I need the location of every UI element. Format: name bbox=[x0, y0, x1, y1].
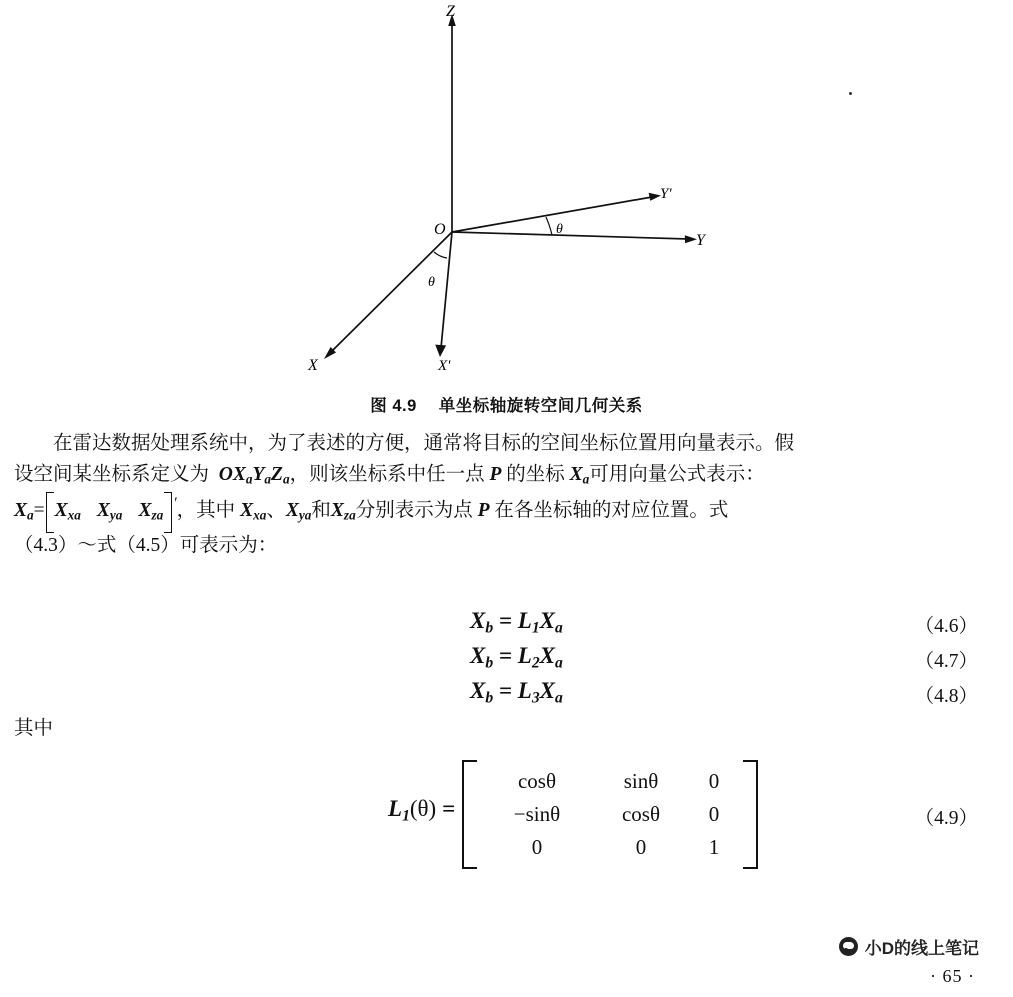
term-xya: X bbox=[285, 499, 299, 521]
eq48-equals: = bbox=[498, 678, 513, 703]
point-p-1: P bbox=[489, 464, 502, 485]
matrix-equation-4-9 bbox=[0, 760, 1013, 870]
eq46-matrix-sub: 1 bbox=[531, 619, 540, 637]
coord-system-ox: OX bbox=[218, 464, 246, 485]
paragraph-line-2 bbox=[14, 459, 999, 495]
eq48-vector: X bbox=[539, 678, 555, 703]
matrix-body bbox=[462, 760, 758, 869]
row-vector-item-1-sub: xa bbox=[67, 507, 81, 523]
eq46-lhs-sub: b bbox=[485, 619, 494, 637]
term-xxa: X bbox=[240, 499, 254, 521]
term-xya-sub: ya bbox=[298, 507, 312, 523]
paragraph-line-3-text-f: 在各坐标轴的对应位置。式 bbox=[494, 499, 729, 521]
footer-brand bbox=[839, 934, 979, 959]
coord-system-ox-sub: a bbox=[245, 471, 253, 487]
eq46-lhs: X bbox=[470, 608, 486, 633]
figure-caption-label: 图 4.9 bbox=[370, 397, 417, 415]
eq48-matrix-sub: 3 bbox=[531, 689, 540, 707]
term-xza: X bbox=[330, 499, 344, 521]
ink-speck bbox=[849, 92, 852, 95]
equation-group bbox=[0, 608, 1013, 713]
equation-row-4-6 bbox=[0, 608, 1013, 643]
eq47-lhs: X bbox=[470, 643, 486, 668]
equation-4-7-body bbox=[470, 643, 563, 672]
svg-text:Z: Z bbox=[446, 3, 455, 20]
matrix-lhs-arg: (θ) bbox=[409, 796, 437, 821]
matrix-cell-r3c2: 0 bbox=[635, 835, 647, 859]
svg-text:X: X bbox=[308, 357, 318, 374]
paragraph-line-4: （4.3）～式（4.5）可表示为： bbox=[14, 535, 278, 557]
matrix-cell-r1c2: sinθ bbox=[623, 769, 659, 793]
term-xxa-sub: xa bbox=[253, 507, 267, 523]
matrix-lhs-l: L bbox=[388, 796, 403, 821]
row-vector-transpose-prime: ′ bbox=[173, 494, 177, 512]
matrix-bracket-right bbox=[743, 760, 758, 869]
matrix-lhs-sub: 1 bbox=[402, 807, 410, 825]
equation-4-6-body bbox=[470, 608, 563, 637]
row-vector-lhs: X bbox=[14, 499, 28, 521]
term-xza-sub: za bbox=[343, 507, 356, 523]
paragraph-line-2-text-d: 可用向量公式表示： bbox=[589, 464, 765, 485]
equation-row-4-7 bbox=[0, 643, 1013, 678]
eq46-matrix: L bbox=[517, 608, 532, 633]
row-vector-item-3: X bbox=[138, 499, 152, 521]
svg-text:θ: θ bbox=[556, 222, 563, 237]
eq47-lhs-sub: b bbox=[485, 654, 494, 672]
equation-4-8-number: （4.8） bbox=[914, 686, 978, 707]
matrix-cell-r1c3: 0 bbox=[708, 769, 720, 793]
eq47-equals: = bbox=[498, 643, 513, 668]
matrix-bracket-left bbox=[462, 760, 477, 869]
matrix-grid bbox=[477, 760, 743, 869]
page-number: · 65 · bbox=[930, 966, 975, 986]
coord-system-z-sub: a bbox=[282, 471, 290, 487]
svg-text:O: O bbox=[434, 221, 446, 238]
figure-caption bbox=[0, 392, 1013, 416]
paragraph-line-3-text-c: 、 bbox=[266, 499, 286, 521]
equation-4-7-number: （4.7） bbox=[914, 651, 978, 672]
row-vector-item-2-sub: ya bbox=[109, 507, 123, 523]
paragraph-line-2-text-b: ，则该坐标系中任一点 bbox=[289, 464, 485, 485]
matrix-cell-r2c2: cosθ bbox=[621, 802, 661, 826]
svg-text:X': X' bbox=[438, 358, 451, 374]
coord-system-y: Y bbox=[252, 464, 265, 485]
row-vector-item-3-sub: za bbox=[151, 507, 164, 523]
figure-4-9 bbox=[0, 0, 1013, 390]
eq48-vector-sub: a bbox=[554, 689, 563, 707]
eq47-matrix: L bbox=[517, 643, 532, 668]
svg-text:θ: θ bbox=[428, 275, 435, 290]
paragraph-line-3 bbox=[14, 495, 999, 531]
matrix-cell-r1c1: cosθ bbox=[517, 769, 557, 793]
eq46-vector-sub: a bbox=[554, 619, 563, 637]
brand-logo-icon bbox=[839, 937, 858, 956]
coord-system-z: Z bbox=[271, 464, 283, 485]
paragraph-line-1 bbox=[14, 428, 999, 459]
row-vector-lhs-sub: a bbox=[27, 507, 34, 523]
svg-text:Y: Y bbox=[696, 232, 705, 249]
matrix-cell-r2c1: −sinθ bbox=[513, 802, 561, 826]
row-vector-equals: = bbox=[33, 499, 45, 521]
paragraph-line-3-text-d: 和 bbox=[311, 499, 331, 521]
matrix-equals: = bbox=[441, 796, 456, 821]
point-p-2: P bbox=[477, 499, 490, 521]
coord-system-y-sub: a bbox=[264, 471, 272, 487]
matrix-cell-r3c3: 1 bbox=[708, 835, 720, 859]
where-label: 其中 bbox=[14, 718, 54, 739]
eq47-vector: X bbox=[539, 643, 555, 668]
paragraph-line-3-text-e: 分别表示为点 bbox=[355, 499, 473, 521]
paragraph-line-2-text-a: 设空间某坐标系定义为 bbox=[14, 464, 210, 485]
paragraph-line-3-text-b: ，其中 bbox=[176, 499, 236, 521]
paragraph-line-2-text-c: 的坐标 bbox=[506, 464, 565, 485]
matrix-lhs bbox=[388, 796, 455, 825]
equation-4-9-number: （4.9） bbox=[914, 808, 978, 829]
svg-text:Y': Y' bbox=[660, 186, 672, 202]
row-vector-bracket bbox=[46, 495, 173, 531]
eq48-lhs-sub: b bbox=[485, 689, 494, 707]
body-paragraph bbox=[14, 428, 999, 561]
vector-xa: X bbox=[569, 464, 583, 485]
matrix-cell-r3c1: 0 bbox=[531, 835, 543, 859]
paragraph-line-1-text: 在雷达数据处理系统中，为了表述的方便，通常将目标的空间坐标位置用向量表示。假 bbox=[53, 433, 795, 454]
eq46-equals: = bbox=[498, 608, 513, 633]
matrix-cell-r2c3: 0 bbox=[708, 802, 720, 826]
eq48-lhs: X bbox=[470, 678, 486, 703]
equation-4-8-body bbox=[470, 678, 563, 707]
row-vector-item-2: X bbox=[96, 499, 110, 521]
coordinate-rotation-diagram bbox=[0, 0, 1013, 390]
figure-caption-text: 单坐标轴旋转空间几何关系 bbox=[438, 397, 643, 415]
brand-name: 小D的线上笔记 bbox=[864, 939, 979, 958]
equation-row-4-8 bbox=[0, 678, 1013, 713]
eq47-vector-sub: a bbox=[554, 654, 563, 672]
eq46-vector: X bbox=[539, 608, 555, 633]
row-vector-item-1: X bbox=[54, 499, 68, 521]
equation-4-6-number: （4.6） bbox=[914, 616, 978, 637]
eq48-matrix: L bbox=[517, 678, 532, 703]
vector-xa-sub: a bbox=[582, 471, 590, 487]
eq47-matrix-sub: 2 bbox=[531, 654, 540, 672]
